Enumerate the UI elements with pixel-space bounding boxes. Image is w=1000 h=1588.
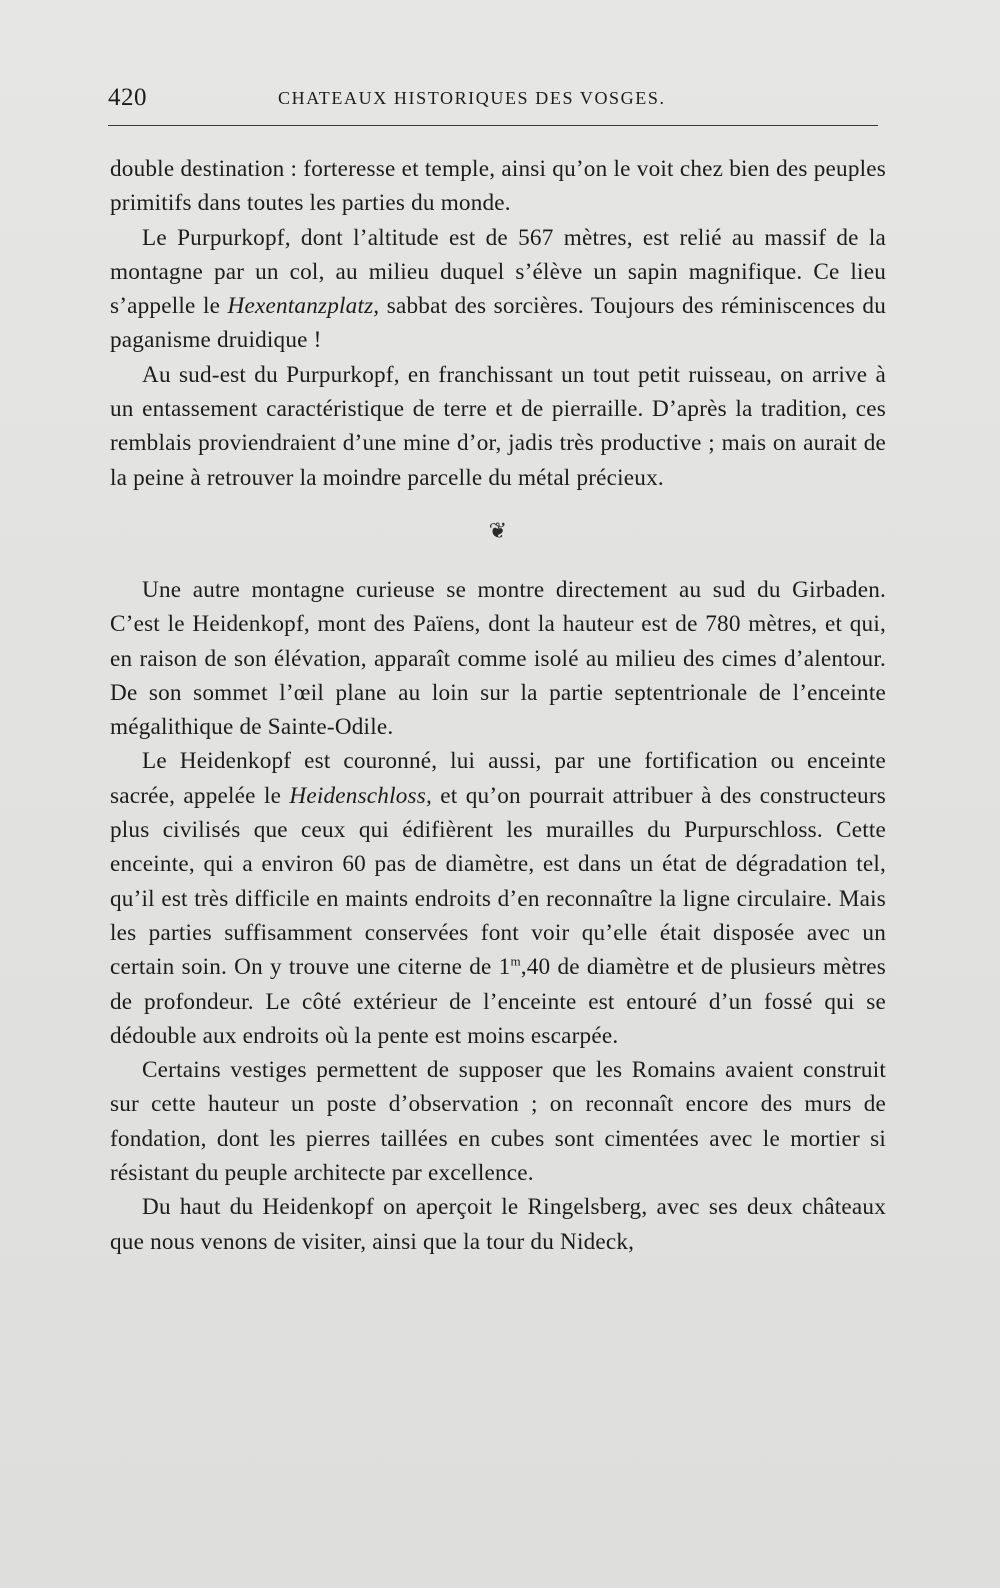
page-number: 420 xyxy=(108,84,147,111)
running-title: CHATEAUX HISTORIQUES DES VOSGES. xyxy=(278,88,666,108)
paragraph-heidenkopf: Une autre montagne curieuse se montre directement au sud du Girbaden. C’est le Heidenkopf, mont des Païens, dont la hauteur est de 780 mètres, et qui, en raison de son élévation, apparaît comme isolé au milieu des cimes d’alentour. De son sommet l’œil plane au loin sur la partie septentrionale de l’enceinte mégalithique de Sainte-Odile. xyxy=(110,576,886,741)
header-rule xyxy=(108,125,878,126)
paragraph-sud-est: Au sud-est du Purpurkopf, en franchissant un tout petit ruisseau, on arrive à un entassement caractéristique de terre et de pierraille. D’après la tradition, ces remblais proviendraient d’une mine d’or, jadis très productive ; mais on aurait de la peine à retrouver la moindre parcelle du métal précieux. xyxy=(110,361,886,491)
paragraph-text: Le Heidenkopf est couronné, lui aussi, par une fortification ou enceinte sacrée, appelée le xyxy=(110,748,886,809)
paragraph-continuation: double destination : forteresse et temple, ainsi qu’on le voit chez bien des peuples primitifs dans toutes les parties du monde. xyxy=(110,156,886,217)
paragraph-text: ,40 de diamètre et de plusieurs mètres de profondeur. Le côté extérieur de l’enceinte est entouré d’un fossé qui se dédouble aux endroits où la pente est moins escarpée. xyxy=(110,954,886,1049)
paragraph-heidenschloss xyxy=(110,744,886,1053)
paragraph-text: et qu’on pourrait attribuer à des constructeurs plus civilisés que ceux qui édifièrent les murailles du Purpurschloss. Cette enceinte, qui a environ 60 pas de diamètre, est dans un état de dégradation tel, qu’il est très difficile en maints endroits d’en reconnaître la ligne circulaire. Mais les parties suffisamment conservées font voir qu’elle était disposée avec un certain soin. On y trouve une citerne de 1 xyxy=(110,782,886,981)
paragraph-romains: Certains vestiges permettent de supposer que les Romains avaient construit sur cette hauteur un poste d’observation ; on reconnaît encore des murs de fondation, dont les pierres taillées en cubes sont cimentées avec le mortier si résistant du peuple architecte par excellence. xyxy=(110,1057,886,1187)
paragraph-text: sabbat des sorcières. Toujours des réminiscences du paganisme druidique ! xyxy=(110,293,886,354)
body-text xyxy=(110,152,886,1259)
paragraph-ringelsberg: Du haut du Heidenkopf on aperçoit le Ringelsberg, avec ses deux châteaux que nous venons de visiter, ainsi que la tour du Nideck, xyxy=(110,1194,886,1255)
paragraph-text: Le Purpurkopf, dont l’altitude est de 567 mètres, est relié au massif de la montagne par un col, au milieu duquel s’élève un sapin magnifique. Ce lieu s’appelle le xyxy=(110,224,886,320)
section-ornament: ❦ xyxy=(488,517,508,543)
paragraph-purpurkopf xyxy=(110,221,886,358)
page-header xyxy=(108,80,880,120)
italic-term: Hexentanzplatz, xyxy=(227,293,380,320)
italic-term: Heidenschloss, xyxy=(289,782,432,809)
superscript-unit: m xyxy=(510,953,521,969)
